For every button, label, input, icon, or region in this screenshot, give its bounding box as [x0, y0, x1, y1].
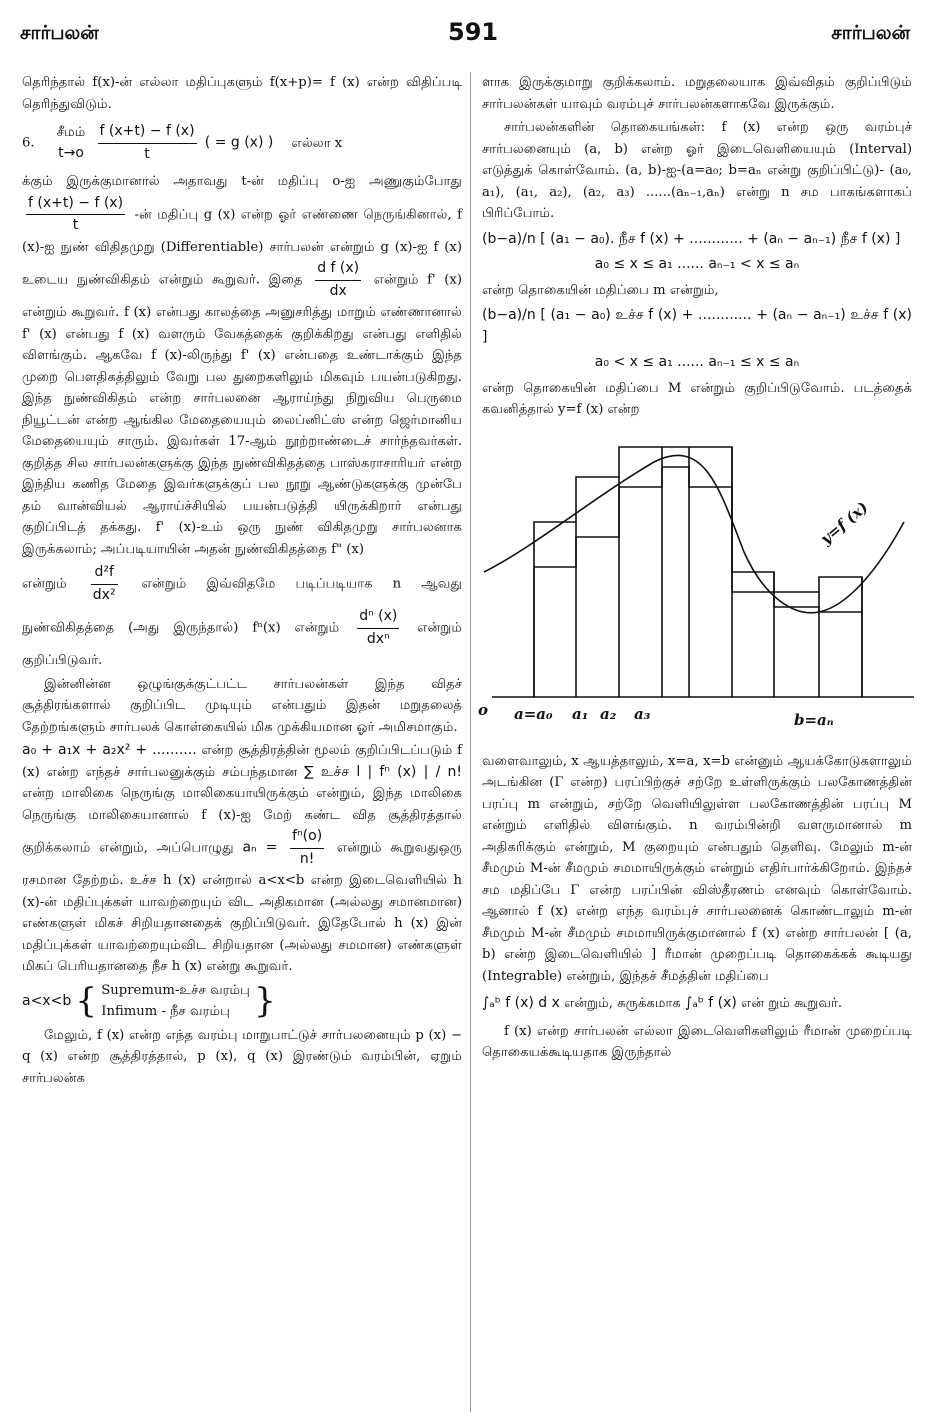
origin-label: o	[478, 700, 489, 719]
limit-definition: 6. சீமம் t→o $\frac{f (x+t) - f (x)}{t}$ ( = g (x) ) எல்லா x	[22, 121, 462, 165]
tick-a2: a₂	[600, 704, 617, 723]
outer-polygon	[534, 447, 862, 697]
paragraph: ளாக இருக்குமாறு குறிக்கலாம். மறுதலையாக இவ்விதம் குறிப்பிடும் சார்பலன்கள் யாவும் வரம்புச் சார்பலன்களாகவே இருக்கும்.	[482, 75, 912, 112]
inner-polygon	[534, 467, 862, 612]
definite-integral: ∫ₐᵇ f (x) d x	[482, 995, 560, 1011]
tick-a0: a=a₀	[514, 704, 553, 723]
paragraph: வளைவாலும், x ஆயத்தாலும், x=a, x=b என்னும் ஆயக்கோடுகளாலும் அடங்கின (Γ என்ற) பரப்பிற்குச் சற்றே உள்ளிருக்கும் பலகோணத்தின் பரப்பு m என்றும், சற்றே வெளியிலுள்ள பலகோணத்தின் பரப்பு M என்றும் எளிதில் விளங்கும். n வரம்பின்றி வளருமானால் m அதிகரிக்கும் என்றும், M குறையும் என்பதும் தெளிவு. மேலும் m-ன் சீமமும் M-ன் சீமமும் சமமாயிருக்கும் என்றும் எதிர்பார்க்கிறோம். இந்தச் சம மதிப்பே Γ என்ற பரப்பின் விஸ்தீரணம் எனவும் கொள்வோம். ஆனால் f (x) என்ற எந்த வரம்புச் சார்பலனைக் கொண்டாலும் m-ன் சீமமும் M-ன் சீமமும் சமமாயிருக்குமானால் f (x) என்ற சார்பலன் [ (a, b) என்ற இடைவெளியில் ] ரீமான் முறைப்படி தொகைக்கக் கூடியது (Integrable) என்றும், இந்தச் சீமத்தின் மதிப்பை	[482, 753, 912, 984]
limit-operator: சீமம் t→o	[56, 124, 86, 161]
paragraph: சார்பலன்களின் தொகையங்கள்: f (x) என்ற ஒரு வரம்புச் சார்பலனையும் (a, b) என்ற ஓர் இடைவெளியையும் (Interval) எடுத்துக் கொள்வோம். (a, b)-ஐ-(a=a₀; b=aₙ என்று குறிப்பிட்டு)- (a₀, a₁), (a₁, a₂), (a₂, a₃) ......(aₙ₋₁,aₙ) என்று n சம பாகங்களாகப் பிரிப்போம்.	[482, 120, 912, 221]
upper-sum-condition: a₀ < x ≤ a₁ ...... aₙ₋₁ ≤ x ≤ aₙ	[594, 354, 800, 370]
lower-sum-condition: a₀ ≤ x ≤ a₁ ...... aₙ₋₁ < x ≤ aₙ	[594, 256, 800, 272]
paragraph: f (x) என்ற சார்பலன் எல்லா இடைவெளிகளிலும் ரீமான் முறைப்படி தொகையக்கூடியதாக இருந்தால்	[482, 1023, 912, 1060]
power-series: a₀ + a₁x + a₂x² + ..........	[22, 742, 197, 758]
paragraph: இன்னின்ன ஒழுங்குக்குட்பட்ட சார்பலன்கள் இந்த விதச் சூத்திரங்களால் குறிப்பிட முடியும் என்பதும் இதன் மறுதலைத் தேற்றங்களும் சார்பலக் கொள்கையில் மிக முக்கியமான ஓர் அமிசமாகும்.	[22, 676, 462, 735]
paragraph: க்கும் இருக்குமானால் அதாவது t-ன் மதிப்பு o-ஐ அணுகும்போது $\frac{f (x+t) - f (x)}{t}$ -ன் மதிப்பு g (x) என்ற ஓர் எண்ணை நெருங்கினால், f (x)-ஐ நுண் விதிதமுறு (Differentiable) சார்பலன் என்றும் g (x)-ஐ f (x) உடைய நுண்விகிதம் என்றும் கூறுவர். இதை $\frac{\text{d f (x)}}{dx}$ என்றும் f' (x) என்றும் கூறுவர். f (x) என்பது காலத்தை அனுசரித்து மாறும் எண்ணானால் f' (x) என்பது f (x) வளரும் வேகத்தைக் குறிக்கிறது என்பது எளிதில் விளங்கும். ஆகவே f (x)-லிருந்து f' (x) என்பதை உண்டாக்கும் இந்த முறை பௌதிகத்திலும் வேறு பல துறைகளிலும் மிகவும் பயன்படுகிறது. இந்த நுண்விகிதம் என்ற சார்பலனை ஆராய்ந்து நிறுவிய பெருமை நியூட்டன் என்ற ஆங்கில மேதையையும் லைப்னிட்ஸ் என்ற ஜெர்மானிய மேதையையும் சாரும். இவர்கள் 17-ஆம் நூற்றாண்டைச் சார்ந்தவர்கள். குறித்த சில சார்பலன்களுக்கு இந்த நுண்விகிதத்தை பாஸ்கராசாரியர் என்ற இந்திய கணித மேதை இவர்களுக்குப் பல நூறு ஆண்டுகளுக்கு முன்பே தம் வான்வியல் ஆராய்ச்சியில் பயன்படுத்தி யிருக்கிறார் என்பது குறிப்பிடத் தக்கது. f' (x)-உம் ஒரு நுண் விகிதமுறு சார்பலனாக இருக்கலாம்; அப்படியாயின் அதன் நுண்விகிதத்தை f" (x)	[22, 174, 462, 557]
difference-quotient: $\frac{f (x+t) - f (x)}{t}$	[99, 123, 195, 162]
paragraph: என்ற தொகையின் மதிப்பை m என்றும்,	[482, 282, 719, 298]
taylor-coefficient: $\frac{\text{fⁿ(o)}}{n!}$	[292, 828, 323, 867]
integral-line: ∫ₐᵇ f (x) d x என்றும், சுருக்கமாக ∫ₐᵇ f (x) என் றும் கூறுவர்.	[482, 995, 843, 1011]
left-column	[22, 72, 462, 1091]
nth-derivative-notation: $\frac{\text{dⁿ (x)}}{\text{dxⁿ}}$	[359, 608, 398, 647]
second-derivative-notation: $\frac{\text{d²f}}{\text{dx²}}$	[92, 564, 116, 603]
difference-quotient: $\frac{f (x+t) - f (x)}{t}$	[28, 194, 124, 233]
limit-value: ( = g (x) )	[204, 134, 274, 151]
integral-short: ∫ₐᵇ f (x)	[685, 995, 737, 1011]
upper-sum-formula: (b−a)/n [ (a₁ − a₀) உச்ச f (x) + ............ + (aₙ − aₙ₋₁) உச்ச f (x) ]	[482, 307, 912, 345]
paragraph: a₀ + a₁x + a₂x² + .......... என்ற சூத்திரத்தின் மூலம் குறிப்பிடப்படும் f (x) என்ற எந்தச் சார்பலனுக்கும் சம்பந்தமான ∑ உச்ச l | fⁿ (x) | / n! என்ற மாலிகை நெருங்கு மாலிகையாயிருக்கும் என்றும், இந்த மாலிகை நெருங்கு மாலிகையானால் f (x)-ஐ மேற் கண்ட வித சூத்திரத்தால் குறிக்கலாம் என்றும், அப்பொழுது aₙ = $\frac{\text{fⁿ(o)}}{n!}$ என்றும் கூறுவதுஒரு ரசமான தேற்றம். உச்ச h (x) என்றால் a<x<b என்ற இடைவெளியில் h (x)-ன் மதிப்புக்கள் யாவற்றையும் விட அதிகமான (அல்லது சமானமான) எண்களுள் மிகச் சிறியதானதைக் குறிப்பிடுவர். இதேபோல் h (x) இன் மதிப்புக்கள் யாவற்றையும்விட சிறியதான (அல்லது சமமான) எண்களுள் மிகப் பெரியதானதை நீச h (x) என்று கூறுவர்.	[22, 742, 463, 974]
column-divider	[470, 72, 471, 1412]
paragraph: என்ற தொகையின் மதிப்பை M என்றும் குறிப்பிடுவோம். படத்தைக் கவனித்தால் y=f (x) என்ற	[482, 380, 912, 417]
item-number: 6.	[22, 135, 35, 151]
tick-a1: a₁	[572, 704, 589, 723]
paragraph: தெரிந்தால் f(x)-ன் எல்லா மதிப்புகளும் f(x+p)= f (x) என்ற விதிப்படி தெரிந்துவிடும்.	[22, 75, 462, 112]
paragraph: என்றும் $\frac{\text{d²f}}{\text{dx²}}$ என்றும் இவ்விதமே படிப்படியாக n ஆவது நுண்விகிதத்தை (அது இருந்தால்) fⁿ(x) என்றும் $\frac{\text{dⁿ (x)}}{\text{dxⁿ}}$ என்றும் குறிப்பிடுவர்.	[22, 564, 462, 668]
paragraph: மேலும், f (x) என்ற எந்த வரம்பு மாறுபாட்டுச் சார்பலனையும் p (x) − q (x) என்ற சூத்திரத்தால், p (x), q (x) இரண்டும் வரம்பின், ஏறும் சார்பலன்க	[22, 1027, 462, 1086]
curve-label: y=f (x)	[817, 497, 872, 548]
header-right-title: சார்பலன்	[831, 22, 910, 44]
derivative-notation: $\frac{\text{d f (x)}}{dx}$	[317, 260, 360, 299]
right-column	[478, 72, 912, 1066]
series-sum: ∑ உச்ச l | fⁿ (x) | / n!	[304, 763, 463, 780]
header-left-title: சார்பலன்	[20, 22, 99, 44]
tick-a3: a₃	[634, 704, 651, 723]
riemann-sum-figure	[474, 427, 914, 747]
tick-b: b=aₙ	[794, 710, 834, 729]
lower-sum-formula: (b−a)/n [ (a₁ − a₀). நீச f (x) + ............ + (aₙ − aₙ₋₁) நீச f (x) ]	[482, 230, 901, 247]
sup-inf-note: a<x<b { Supremum-உச்ச வரம்பு Infimum - நீச வரம்பு }	[22, 980, 276, 1021]
page-number: 591	[448, 18, 499, 46]
